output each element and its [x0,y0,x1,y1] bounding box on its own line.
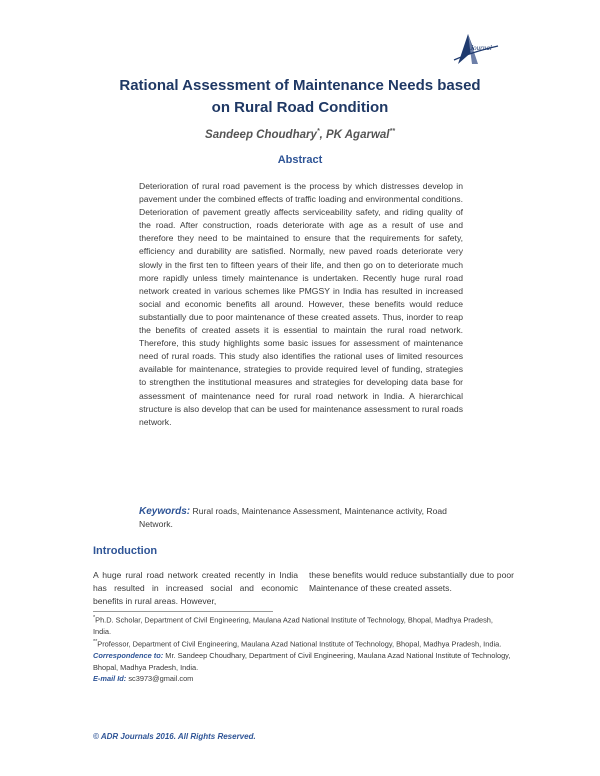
footnote-2 [93,637,513,650]
title-line-2: on Rural Road Condition [211,99,389,116]
keywords-label: Keywords: [139,506,191,517]
paper-title [60,75,540,119]
author-1: Sandeep Choudhary [205,128,317,141]
author-2: PK Agarwal [326,128,390,141]
keywords [139,505,463,531]
footnote-1 [93,613,513,637]
author-2-mark: ** [389,128,395,135]
footnote-2-mark: ** [93,639,98,646]
footnote-2-text: Professor, Department of Civil Engineering, Maulana Azad National Institute of Technology, Bhopal, Madhya Pradesh, India. [97,639,502,649]
introduction-heading: Introduction [93,545,158,557]
email-label: E-mail Id: [93,673,127,683]
title-line-1: Rational Assessment of Maintenance Needs based [119,77,481,94]
intro-left-column: A huge rural road network created recently in India has resulted in increased social and economic benefits in rural areas. However, [93,570,298,607]
footnote-1-mark: * [93,615,96,621]
email-address[interactable]: sc3973@gmail.com [128,673,194,683]
abstract-heading: Abstract [277,154,323,166]
footnotes [93,613,513,684]
footnote-1-text: Ph.D. Scholar, Department of Civil Engineering, Maulana Azad National Institute of Technology, Bhopal, Madhya Pradesh, India. [93,615,493,636]
logo-text: Journal [470,44,492,52]
footnote-divider [93,611,273,612]
copyright: © ADR Journals 2016. All Rights Reserved. [93,732,256,741]
correspondence-label: Correspondence to: [93,651,164,661]
intro-right-column: these benefits would reduce substantially due to poor Maintenance of these created assets. [309,570,514,594]
author-1-mark: * [316,128,320,135]
correspondence-text: Mr. Sandeep Choudhary, Department of Civil Engineering, Maulana Azad National Institute of Technology, Bhopal, Madhya Pradesh, India. [93,651,511,672]
correspondence [93,650,513,673]
author-separator: , [319,128,326,141]
email [93,673,513,684]
abstract-body: Deterioration of rural road pavement is the process by which distresses develop in pavement under the combined effects of traffic loading and environmental conditions. Deterioration of pavement greatly affects serviceability safety, and riding quality of the road. After construction, roads deteriorate with age as a result of use and therefore they need to be maintained to ensure that the requirements for safety, efficiency and durability are satisfied. Normally, new paved roads deteriorate very slowly in the first ten to fifteen years of their life, and then go on to deteriorate much more rapidly unless timely maintenance is undertaken. Recently huge rural road network created in various schemes like PMGSY in India has resulted in increased social and economic benefits all around. However, these benefits would reduce substantially due to poor maintenance of these created assets. Thus, inorder to reap the benefits of created assets it is essential to maintain the rural road network. Therefore, this study highlights some basic issues for assessment of maintenance need of rural roads. This study also identifies the rational uses of limited resources available for maintenance, strategies to provide required level of funding, strategies to strengthen the institutional measures and strategies for developing data base for assessment of maintenance need for rural road network in India. A hierarchical structure is also develop that can be used for maintenance assessment to rural roads network. [139,181,463,427]
author-line [60,128,540,141]
keywords-text: Rural roads, Maintenance Assessment, Maintenance activity, Road Network. [139,506,447,529]
